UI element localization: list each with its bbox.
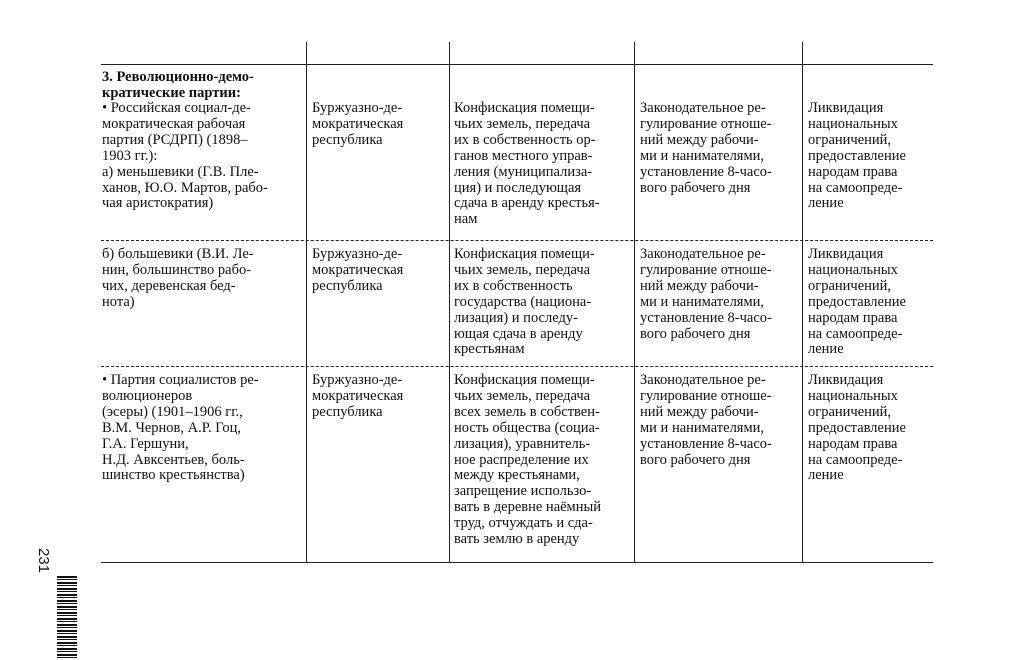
national-cell: Ликвидация национальных ограничений, предоставление народам права на самоопреде- ление bbox=[808, 246, 906, 358]
state-form-cell: Буржуазно-де- мократическая республика bbox=[312, 100, 404, 148]
agrarian-cell: Конфискация помещи- чьих земель, передача их в собственность государства (национа- лизация) и последу- ющая сдача в аренду крестьянам bbox=[454, 246, 595, 358]
barcode-strip bbox=[57, 576, 77, 658]
labor-cell: Законодательное ре- гулирование отноше- ний между рабочи- ми и нанимателями, установление 8-часо- вого рабочего дня bbox=[640, 246, 772, 342]
national-cell: Ликвидация национальных ограничений, предоставление народам права на самоопреде- ление bbox=[808, 100, 906, 212]
agrarian-cell: Конфискация помещи- чьих земель, передача их в собственность ор- ганов местного управ- ления (муниципализа- ция) и последующая сдача в аренду крестья- нам bbox=[454, 100, 600, 228]
labor-cell: Законодательное ре- гулирование отноше- ний между рабочи- ми и нанимателями, установление 8-часо- вого рабочего дня bbox=[640, 100, 772, 196]
party-cell: б) большевики (В.И. Ле- нин, большинство рабо- чих, деревенская бед- нота) bbox=[102, 246, 254, 310]
national-cell: Ликвидация национальных ограничений, предоставление народам права на самоопреде- ление bbox=[808, 372, 906, 484]
state-form-cell: Буржуазно-де- мократическая республика bbox=[312, 246, 404, 294]
row-divider-dashed bbox=[101, 366, 933, 367]
agrarian-cell: Конфискация помещи- чьих земель, передача всех земель в собствен- ность общества (социа- лизация), уравнитель- ное распределение их между крестьянами, запрещение использо- вать в деревне наёмный труд, отчуждать и сда- вать землю в аренду bbox=[454, 372, 601, 548]
column-divider bbox=[449, 42, 450, 562]
party-cell: • Российская социал-де- мократическая рабочая партия (РСДРП) (1898– 1903 гг.): а) меньшевики (Г.В. Пле- ханов, Ю.О. Мартов, рабо- чая аристократия) bbox=[102, 100, 268, 212]
page-number: 231 bbox=[35, 548, 52, 574]
row-divider-dashed bbox=[101, 240, 933, 241]
table-top-rule bbox=[101, 64, 933, 65]
state-form-cell: Буржуазно-де- мократическая республика bbox=[312, 372, 404, 420]
party-cell: • Партия социалистов ре- волюционеров (эсеры) (1901–1906 гг., В.М. Чернов, А.Р. Гоц, Г.А. Гершуни, Н.Д. Авксентьев, боль- шинство крестьянства) bbox=[102, 372, 259, 484]
labor-cell: Законодательное ре- гулирование отноше- ний между рабочи- ми и нанимателями, установление 8-часо- вого рабочего дня bbox=[640, 372, 772, 468]
table-bottom-rule bbox=[101, 562, 933, 563]
party-group-heading: 3. Революционно-демо- кратические партии: bbox=[102, 69, 254, 101]
column-divider bbox=[634, 42, 635, 562]
column-divider bbox=[802, 42, 803, 562]
column-divider bbox=[306, 42, 307, 562]
